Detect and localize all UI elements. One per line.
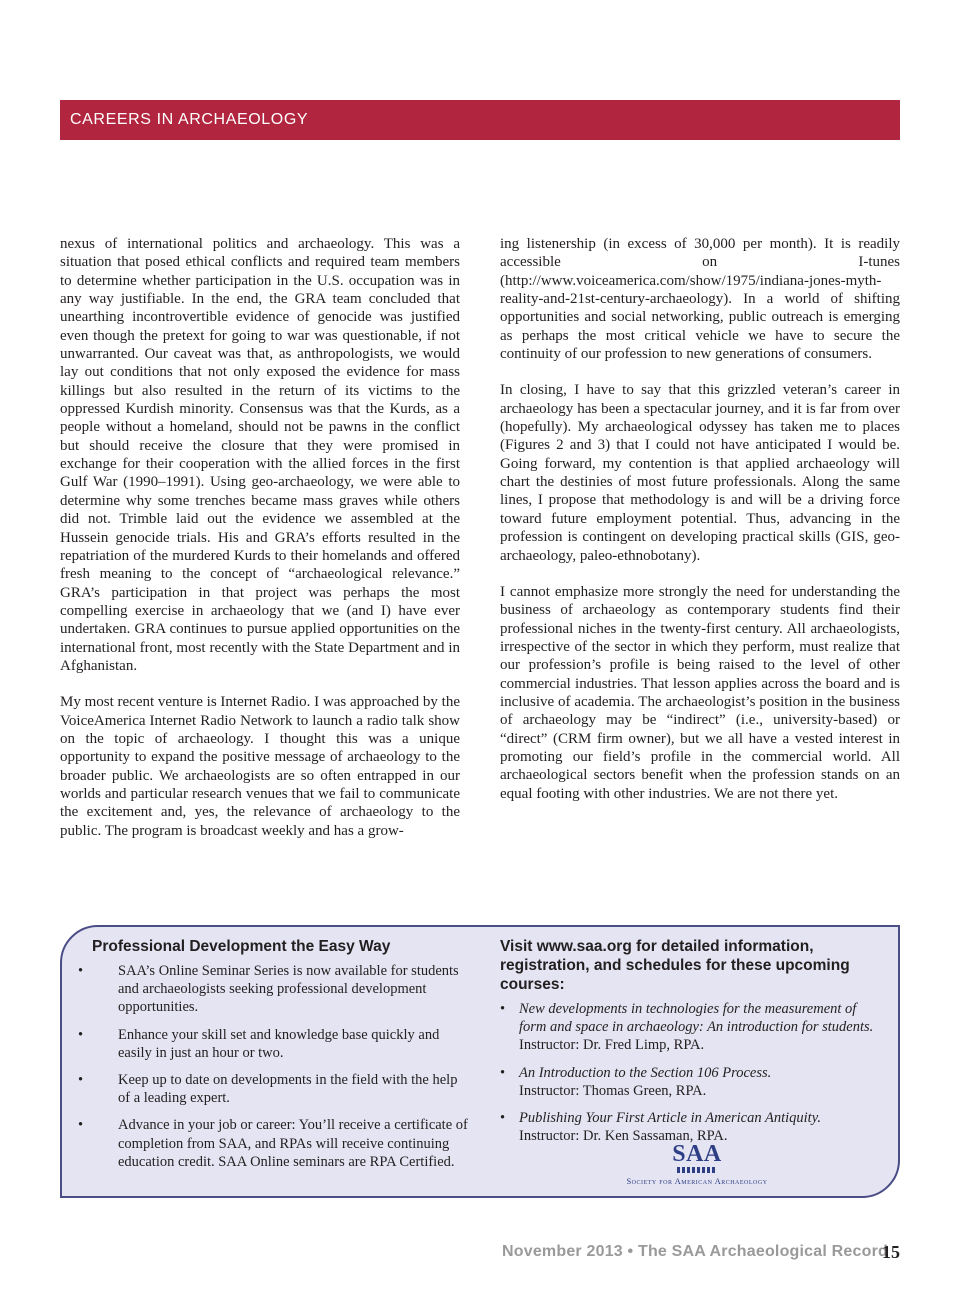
- course-title: New developments in technologies for the measurement of form and space in archaeology: An introduction for students.: [519, 1001, 874, 1036]
- promo-left: [78, 937, 472, 1180]
- saa-logo-mark: SAA: [672, 1141, 722, 1167]
- promo-list: [78, 962, 472, 1171]
- paragraph: My most recent venture is Internet Radio. I was approached by the VoiceAmerica Internet Radio Network to launch a radio talk show on the topic of archaeology. I thought this was a unique opportunity to expand the positive message of archaeology to the broader public. We archaeologists are so often entrapped in our worlds and particular research venues that we fail to communicate the excitement and, yes, the relevance of archaeology to the public. The program is broadcast weekly and has a grow-: [60, 694, 460, 839]
- section-title: CAREERS IN ARCHAEOLOGY: [70, 111, 309, 128]
- promo-heading: Professional Development the Easy Way: [92, 938, 391, 955]
- paragraph: nexus of international politics and archaeology. This was a situation that posed ethical conflicts and required team members to determine whether participation in the U.S. occupation was in any way justifiable. In the end, the GRA team concluded that unearthing incontrovertible evidence of genocide was justified even though the pretext for going to war was questionable, if not unwarranted. Our caveat was that, as anthropologists, we would lay out conditions that not only exposed the evidence for mass killings but also resulted in the return of its victims to the oppressed Kurdish minority. Consensus was that the Kurds, as a people without a homeland, should not be pawns in the conflict but should receive the closure that they were promised in exchange for their cooperation with the allied forces in the first Gulf War (1990–1991). Using geo-archaeology, we were able to determine why some trenches became mass graves while others did not. Trimble laid out the evidence we assembled at the Hussein genocide trials. His and GRA’s efforts resulted in the repatriation of the murdered Kurds to their homelands and offered fresh meaning to the concept of “archaeological relevance.” GRA’s participation in that project was perhaps the most compelling exercise in archaeology that we (and I) have ever undertaken. GRA continues to pursue applied opportunities on the international front, most recently with the State Department and in Afghanistan.: [60, 236, 460, 674]
- page-number: 15: [882, 1242, 900, 1262]
- list-item: [78, 1071, 472, 1107]
- promo-box: [60, 925, 900, 1198]
- course-item: [500, 1000, 880, 1055]
- bullet-icon: •: [78, 1026, 84, 1043]
- course-list: [500, 1000, 880, 1145]
- saa-logo-bar: [677, 1167, 717, 1173]
- left-column: [60, 235, 460, 858]
- bullet-icon: •: [500, 1001, 506, 1017]
- bullet-icon: •: [78, 1117, 84, 1134]
- course-instructor: Instructor: Dr. Ken Sassaman, RPA.: [519, 1128, 728, 1145]
- list-item-text: Advance in your job or career: You’ll receive a certificate of completion from SAA, and RPAs will receive continuing education credit. SAA Online seminars are RPA Certified.: [118, 1117, 468, 1170]
- list-item: [78, 962, 472, 1017]
- bullet-icon: •: [500, 1064, 506, 1081]
- list-item-text: SAA’s Online Seminar Series is now available for students and archaeologists seeking professional development opportunities.: [118, 963, 459, 1016]
- course-item: [500, 1064, 880, 1100]
- paragraph: ing listenership (in excess of 30,000 per month). It is readily accessible on I-tunes (http://www.voiceamerica.com/show/1975/indiana-jones-myth-reality-and-21st-century-archaeology). In a world of shifting opportunities and social networking, public outreach is emerging as perhaps the most critical vehicle we have to secure the continuity of our profession to new generations of consumers.: [500, 236, 900, 363]
- list-item: [78, 1116, 472, 1171]
- list-item: [78, 1026, 472, 1062]
- paragraph: I cannot emphasize more strongly the need for understanding the business of archaeology as contemporary students find their professional niches in the twenty-first century. All archaeologists, irrespective of the sector in which they perform, must realize that our profession’s profile is being raised to the level of other commercial industries. That lesson applies across the board and is inclusive of academia. The archaeologist’s position in the business of archaeology may be “indirect” (i.e., university-based) or “direct” (CRM firm owner), but we all have a vested interest in promoting our field’s profile in the commercial world. All archaeological sectors benefit when the profession stands on an equal footing with other industries. We are not there yet.: [500, 583, 900, 802]
- page-footer: [500, 1241, 900, 1265]
- list-item-text: Enhance your skill set and knowledge base quickly and easily in just an hour or two.: [118, 1026, 440, 1061]
- saa-logo-text: Society for American Archaeology: [626, 1176, 768, 1186]
- bullet-icon: •: [500, 1110, 506, 1127]
- paragraph: In closing, I have to say that this grizzled veteran’s career in archaeology has been a spectacular journey, and it is far from over (hopefully). My archaeological odyssey has taken me to places (Figures 2 and 3) that I could not have anticipated I would be. Going forward, my contention is that applied archaeology will chart the destinies of most future professionals. Along the same lines, I propose that methodology is and will be a driving force toward future employment potential. Thus, advancing in the profession is contingent on developing practical skills (GIS, geo-archaeology, paleo-ethnobotany).: [500, 382, 900, 564]
- right-column: [500, 235, 900, 821]
- list-item-text: Keep up to date on developments in the field with the help of a leading expert.: [118, 1072, 458, 1107]
- course-item: [500, 1109, 880, 1145]
- course-instructor: Instructor: Thomas Green, RPA.: [519, 1082, 707, 1099]
- course-title: An Introduction to the Section 106 Process.: [519, 1064, 772, 1081]
- issue-line: November 2013 • The SAA Archaeological Record: [502, 1243, 888, 1260]
- bullet-icon: •: [78, 1072, 84, 1089]
- courses-heading: Visit www.saa.org for detailed information, registration, and schedules for these upcoming courses:: [500, 938, 850, 993]
- saa-logo: [617, 1142, 777, 1186]
- course-title: Publishing Your First Article in American Antiquity.: [519, 1110, 821, 1127]
- promo-right: [500, 937, 880, 1154]
- course-instructor: Instructor: Dr. Fred Limp, RPA.: [519, 1037, 705, 1054]
- section-banner: [60, 100, 900, 140]
- bullet-icon: •: [78, 963, 84, 979]
